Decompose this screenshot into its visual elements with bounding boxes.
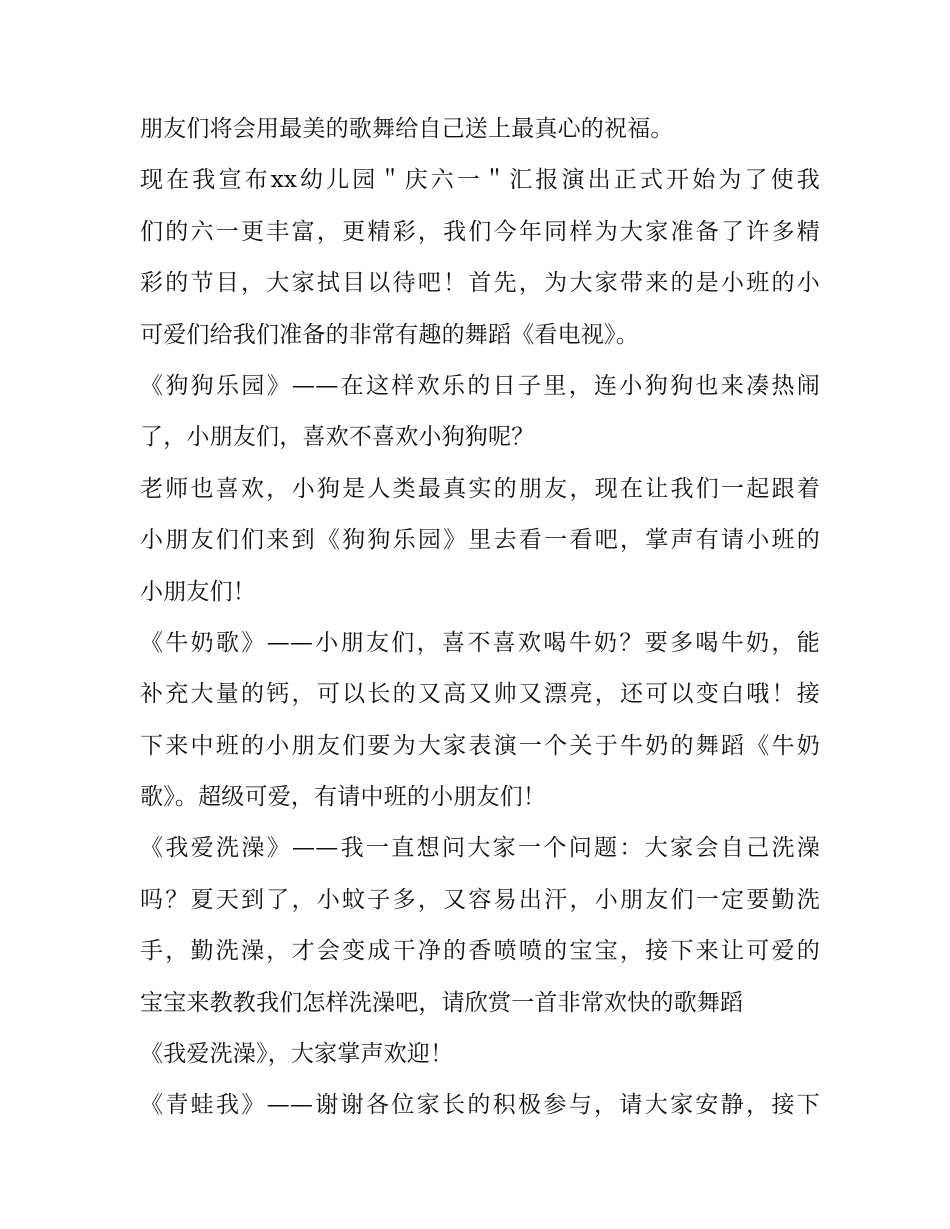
text-line: 吗？夏天到了，小蚊子多，又容易出汗，小朋友们一定要勤洗 <box>140 886 820 913</box>
text-line: 《青蛙我》——谢谢各位家长的积极参与，请大家安静，接下 <box>140 1092 820 1119</box>
text-line: 手，勤洗澡，才会变成干净的香喷喷的宝宝，接下来让可爱的 <box>140 938 820 965</box>
document-body <box>140 104 820 1132</box>
text-line: 《我爱洗澡》——我一直想问大家一个问题：大家会自己洗澡 <box>140 835 820 862</box>
text-line: 小朋友们们来到《狗狗乐园》里去看一看吧，掌声有请小班的 <box>140 527 820 554</box>
text-line: 下来中班的小朋友们要为大家表演一个关于牛奶的舞蹈《牛奶 <box>140 732 820 759</box>
text-line: 们的六一更丰富，更精彩，我们今年同样为大家准备了许多精 <box>140 218 820 245</box>
text-line: 《牛奶歌》——小朋友们，喜不喜欢喝牛奶？要多喝牛奶，能 <box>140 629 820 656</box>
text-line: 朋友们将会用最美的歌舞给自己送上最真心的祝福。 <box>140 116 674 142</box>
text-line: 现在我宣布xx幼儿园＂庆六一＂汇报演出正式开始为了使我 <box>140 167 820 194</box>
text-line: 彩的节目，大家拭目以待吧！首先，为大家带来的是小班的小 <box>140 270 820 297</box>
text-line: 了，小朋友们，喜欢不喜欢小狗狗呢？ <box>140 424 535 451</box>
text-line: 宝宝来教教我们怎样洗澡吧，请欣赏一首非常欢快的歌舞蹈 <box>140 989 744 1016</box>
text-line: 《狗狗乐园》——在这样欢乐的日子里，连小狗狗也来凑热闹 <box>140 372 820 399</box>
text-line: 歌》。超级可爱，有请中班的小朋友们！ <box>140 784 547 811</box>
text-line: 可爱们给我们准备的非常有趣的舞蹈《看电视》。 <box>140 321 639 348</box>
text-line: 小朋友们！ <box>140 578 256 605</box>
text-line: 补充大量的钙，可以长的又高又帅又漂亮，还可以变白哦！接 <box>140 681 820 708</box>
text-line: 老师也喜欢，小狗是人类最真实的朋友，现在让我们一起跟着 <box>140 475 820 502</box>
text-line: 《我爱洗澡》，大家掌声欢迎！ <box>140 1041 454 1068</box>
